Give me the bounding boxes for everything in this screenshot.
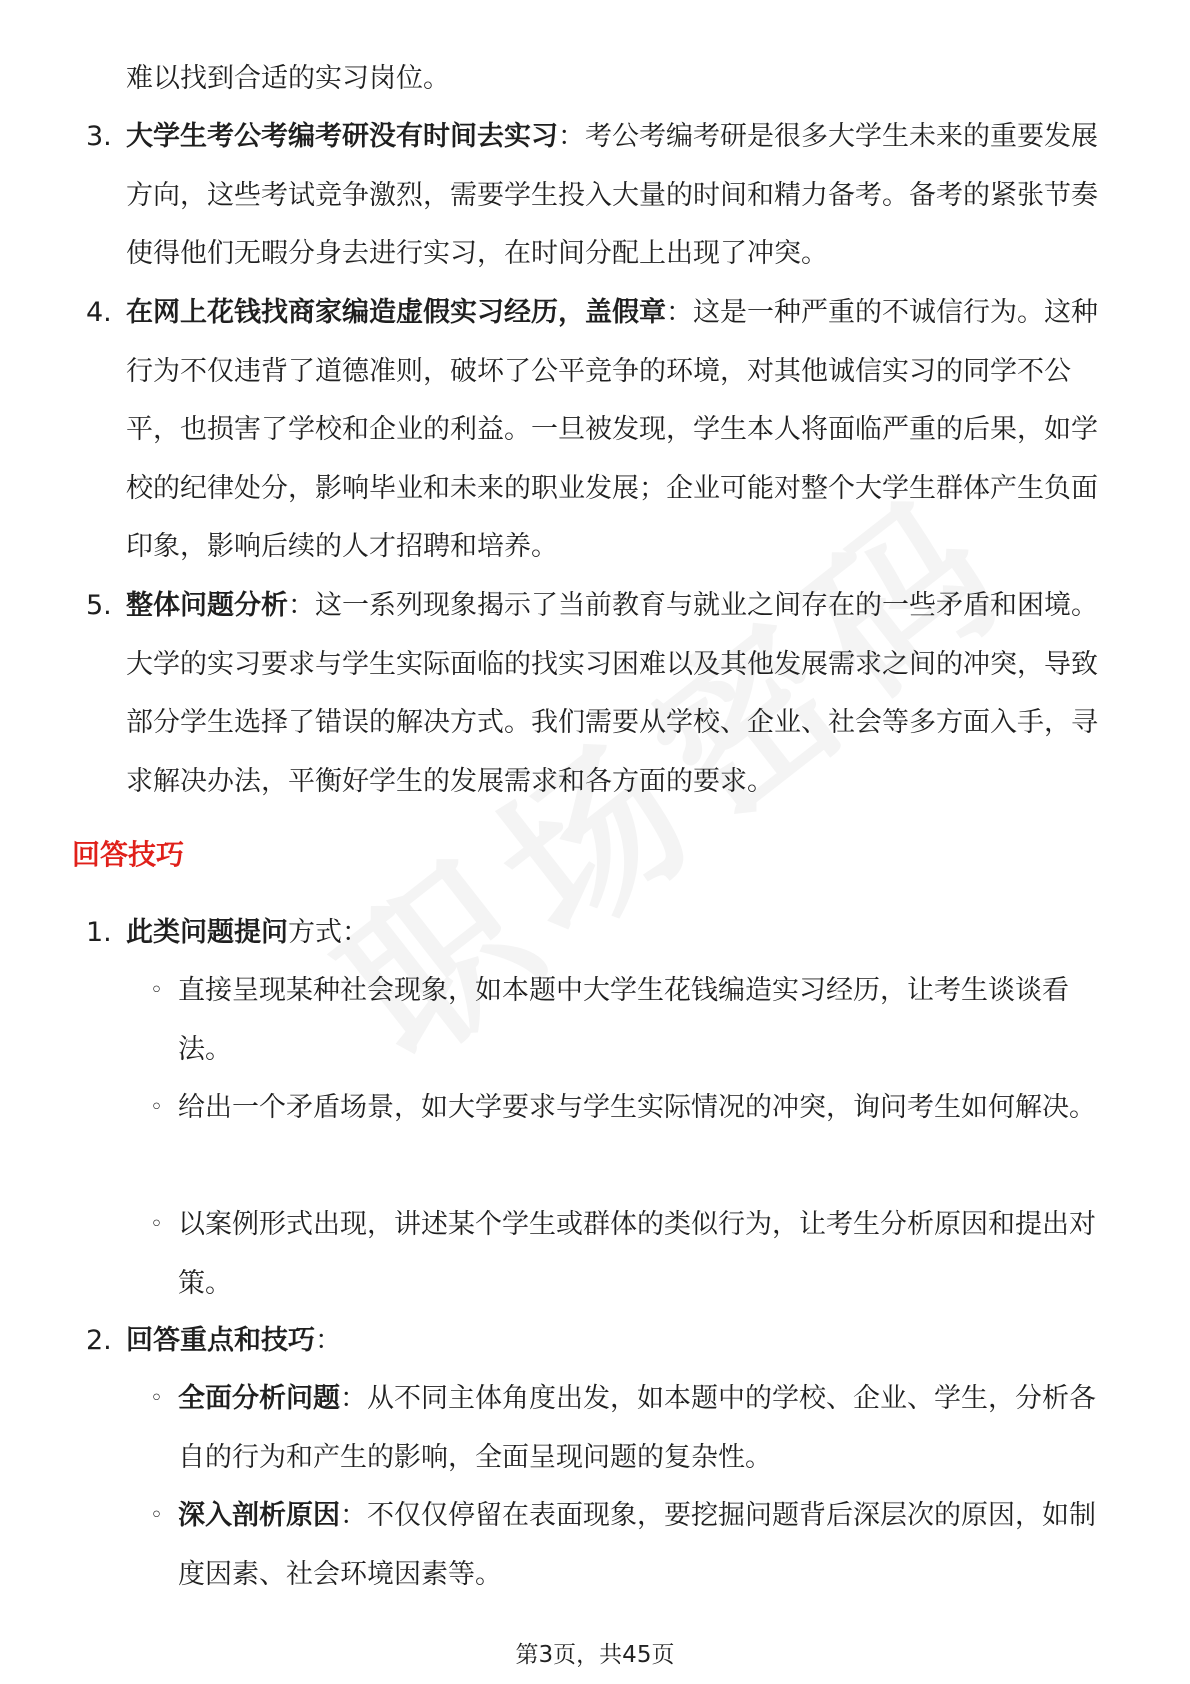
bullet-icon: ◦ (150, 1095, 163, 1120)
sub-list-item: 全面分析问题：从不同主体角度出发，如本题中的学校、企业、学生，分析各自的行为和产生的影响，全面呈现问题的复杂性。 (178, 1383, 1096, 1473)
list-item: 整体问题分析：这一系列现象揭示了当前教育与就业之间存在的一些矛盾和困境。大学的实习要求与学生实际面临的找实习困难以及其他发展需求之间的冲突，导致部分学生选择了错误的解决方式。我们需要从学校、企业、社会等多方面入手，寻求解决办法，平衡好学生的发展需求和各方面的要求。 (126, 590, 1098, 797)
list-number: 1. (86, 917, 112, 948)
bullet-icon: ◦ (150, 978, 163, 1003)
sub-list-item: 以案例形式出现，讲述某个学生或群体的类似行为，让考生分析原因和提出对策。 (178, 1209, 1096, 1299)
section-heading: 回答技巧 (72, 838, 185, 871)
list-number: 5. (86, 590, 112, 621)
list-number: 2. (86, 1325, 112, 1356)
continuation-text: 难以找到合适的实习岗位。 (126, 63, 450, 94)
sub-list-item: 直接呈现某种社会现象，如本题中大学生花钱编造实习经历，让考生谈谈看法。 (178, 975, 1069, 1065)
bullet-icon: ◦ (150, 1503, 163, 1528)
list-number: 3. (86, 121, 112, 152)
sub-list-item: 给出一个矛盾场景，如大学要求与学生实际情况的冲突，询问考生如何解决。 (178, 1092, 1096, 1123)
list-number: 4. (86, 297, 112, 328)
sub-list-item: 深入剖析原因：不仅仅停留在表面现象，要挖掘问题背后深层次的原因，如制度因素、社会环境因素等。 (178, 1500, 1096, 1590)
list-item: 回答重点和技巧： (126, 1325, 342, 1356)
list-item: 此类问题提问方式： (126, 917, 369, 948)
list-item: 大学生考公考编考研没有时间去实习：考公考编考研是很多大学生未来的重要发展方向，这些考试竞争激烈，需要学生投入大量的时间和精力备考。备考的紧张节奏使得他们无暇分身去进行实习，在时间分配上出现了冲突。 (126, 121, 1098, 269)
list-item: 在网上花钱找商家编造虚假实习经历，盖假章：这是一种严重的不诚信行为。这种行为不仅违背了道德准则，破坏了公平竞争的环境，对其他诚信实习的同学不公平，也损害了学校和企业的利益。一旦被发现，学生本人将面临严重的后果，如学校的纪律处分，影响毕业和未来的职业发展；企业可能对整个大学生群体产生负面印象，影响后续的人才招聘和培养。 (126, 297, 1098, 562)
page-footer: 第3页，共45页 (515, 1642, 675, 1668)
bullet-icon: ◦ (150, 1212, 163, 1237)
bullet-icon: ◦ (150, 1386, 163, 1411)
